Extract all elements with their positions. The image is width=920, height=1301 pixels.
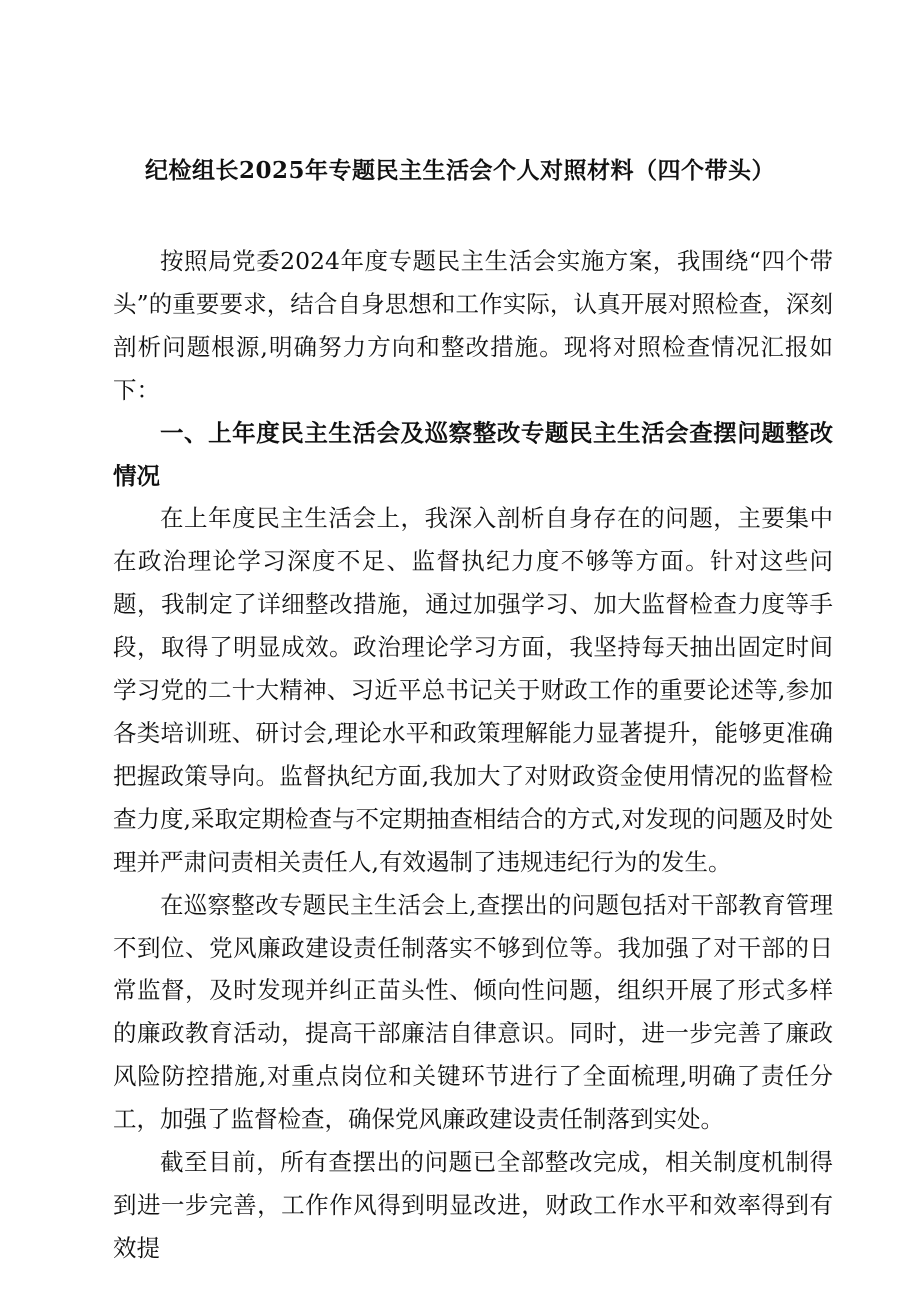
paragraph: 在巡察整改专题民主生活会上,查摆出的问题包括对干部教育管理不到位、党风廉政建设责任制落实不够到位等。我加强了对干部的日常监督，及时发现并纠正苗头性、倾向性问题，组织开展了形式多样的廉政教育活动，提高干部廉洁自律意识。同时，进一步完善了廉政风险防控措施,对重点岗位和关键环节进行了全面梳理,明确了责任分工，加强了监督检查，确保党风廉政建设责任制落到实处。 [113,890,833,1134]
document-body [113,240,833,1270]
paragraph-intro: 按照局党委2024年度专题民主生活会实施方案，我围绕“四个带头”的重要要求，结合自身思想和工作实际，认真开展对照检查，深刻剖析问题根源,明确努力方向和整改措施。现将对照检查情况汇报如下： [113,247,833,404]
section-heading-1: 一、上年度民主生活会及巡察整改专题民主生活会查摆问题整改情况 [113,418,833,490]
document-title: 纪检组长2025年专题民主生活会个人对照材料（四个带头） [144,157,775,184]
paragraph: 截至目前，所有查摆出的问题已全部整改完成，相关制度机制得到进一步完善，工作作风得到明显改进，财政工作水平和效率得到有效提 [113,1148,833,1262]
paragraph: 在上年度民主生活会上，我深入剖析自身存在的问题，主要集中在政治理论学习深度不足、监督执纪力度不够等方面。针对这些问题，我制定了详细整改措施，通过加强学习、加大监督检查力度等手段，取得了明显成效。政治理论学习方面，我坚持每天抽出固定时间学习党的二十大精神、习近平总书记关于财政工作的重要论述等,参加各类培训班、研讨会,理论水平和政策理解能力显著提升，能够更准确把握政策导向。监督执纪方面,我加大了对财政资金使用情况的监督检查力度,采取定期检查与不定期抽查相结合的方式,对发现的问题及时处理并严肃问责相关责任人,有效遏制了违规违纪行为的发生。 [113,504,833,876]
